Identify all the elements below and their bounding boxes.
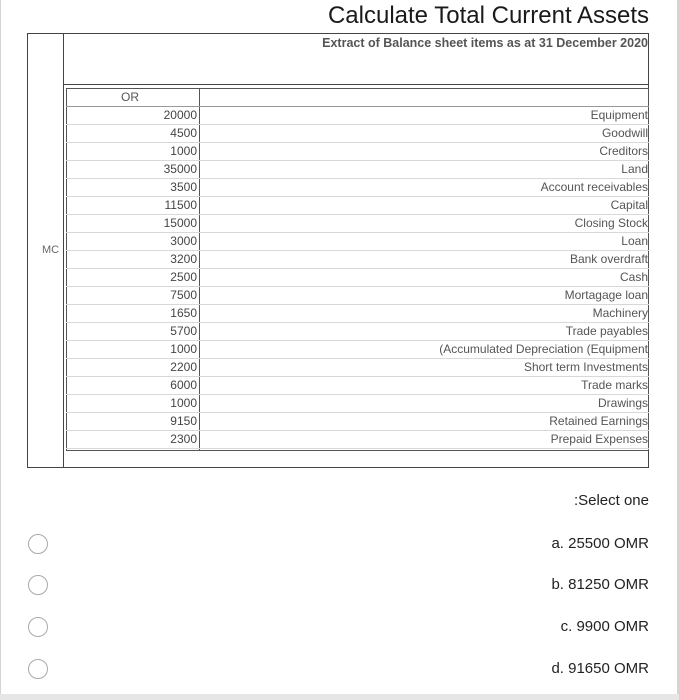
table-row <box>66 395 649 413</box>
item-name: Creditors <box>599 144 648 158</box>
item-amount: 1000 <box>170 144 197 158</box>
outer-table-divider <box>63 33 64 468</box>
item-amount: 3000 <box>170 234 197 248</box>
item-amount: 1000 <box>170 396 197 410</box>
item-name: Land <box>621 162 648 176</box>
item-name: Retained Earnings <box>549 414 648 428</box>
radio-button-a[interactable] <box>28 534 48 554</box>
answer-option-c[interactable] <box>0 612 679 642</box>
table-row <box>66 125 649 143</box>
item-name: Prepaid Expenses <box>550 432 648 446</box>
item-amount: 15000 <box>163 216 197 230</box>
table-row <box>66 107 649 125</box>
table-row <box>66 143 649 161</box>
radio-button-c[interactable] <box>28 617 48 637</box>
item-amount: 2300 <box>170 432 197 446</box>
item-name: Goodwill <box>601 126 648 140</box>
item-amount: 9150 <box>170 414 197 428</box>
table-row <box>66 323 649 341</box>
table-row <box>66 215 649 233</box>
item-name: Machinery <box>592 306 648 320</box>
item-name: Capital <box>610 198 648 212</box>
item-amount: 5700 <box>170 324 197 338</box>
radio-button-d[interactable] <box>28 659 48 679</box>
item-name: (Accumulated Depreciation (Equipment <box>439 342 648 356</box>
item-name: Drawings <box>597 396 648 410</box>
answer-option-b[interactable] <box>0 570 679 600</box>
table-row <box>66 413 649 431</box>
item-amount: 3200 <box>170 252 197 266</box>
table-row <box>66 251 649 269</box>
item-name: Short term Investments <box>523 360 648 374</box>
table-row <box>66 179 649 197</box>
item-amount: 6000 <box>170 378 197 392</box>
answer-label-b[interactable]: b. 81250 OMR <box>551 576 649 593</box>
item-name: Trade marks <box>581 378 648 392</box>
table-row <box>66 161 649 179</box>
table-row <box>66 305 649 323</box>
item-amount: 7500 <box>170 288 197 302</box>
item-name: Mortagage loan <box>564 288 648 302</box>
table-row <box>66 341 649 359</box>
item-name: Cash <box>619 270 648 284</box>
item-amount: 1000 <box>170 342 197 356</box>
item-name: Closing Stock <box>574 216 648 230</box>
table-row <box>66 287 649 305</box>
item-amount: 35000 <box>163 162 197 176</box>
item-name: Equipment <box>590 108 648 122</box>
balance-sheet-rows <box>66 107 649 449</box>
column-header-or: OR <box>121 90 139 104</box>
frame-bottom-border <box>0 694 679 700</box>
item-name: Loan <box>621 234 648 248</box>
table-row <box>66 431 649 449</box>
item-amount: 11500 <box>164 198 197 212</box>
item-name: Bank overdraft <box>569 252 648 266</box>
item-amount: 3500 <box>170 180 197 194</box>
answer-option-a[interactable] <box>0 529 679 559</box>
outer-table-header-line <box>63 84 649 85</box>
radio-button-b[interactable] <box>28 575 48 595</box>
item-amount: 2500 <box>170 270 197 284</box>
item-name: Trade payables <box>565 324 648 338</box>
item-amount: 4500 <box>170 126 197 140</box>
table-subtitle: Extract of Balance sheet items as at 31 December 2020 <box>322 36 648 50</box>
answer-option-d[interactable] <box>0 654 679 684</box>
question-title: Calculate Total Current Assets <box>327 2 649 29</box>
answer-label-a[interactable]: a. 25500 OMR <box>551 535 649 552</box>
side-label: MC <box>42 244 60 256</box>
item-amount: 20000 <box>163 108 197 122</box>
select-one-prompt: :Select one <box>573 492 649 509</box>
answer-label-c[interactable]: c. 9900 OMR <box>560 618 649 635</box>
table-row <box>66 197 649 215</box>
item-amount: 1650 <box>170 306 197 320</box>
item-name: Account receivables <box>540 180 648 194</box>
table-row <box>66 377 649 395</box>
table-row <box>66 269 649 287</box>
table-row <box>66 233 649 251</box>
item-amount: 2200 <box>170 360 197 374</box>
answer-label-d[interactable]: d. 91650 OMR <box>551 660 649 677</box>
table-row <box>66 359 649 377</box>
